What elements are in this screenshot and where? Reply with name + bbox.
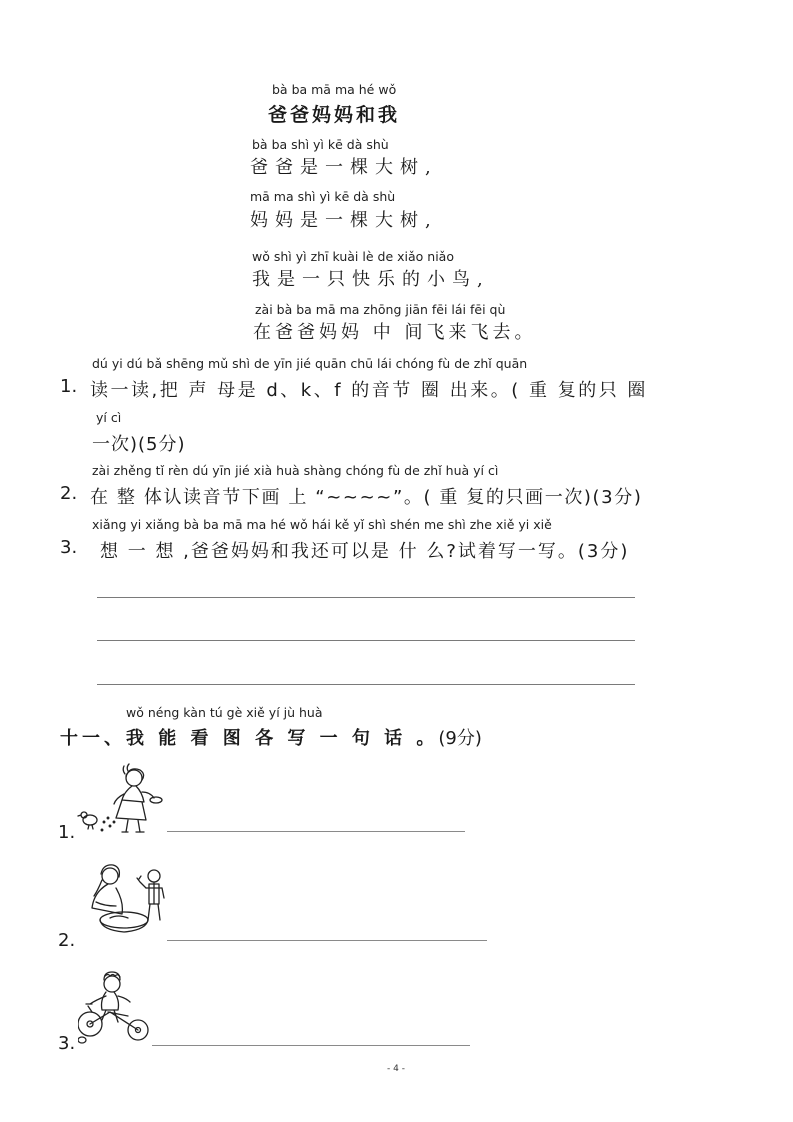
answer-line[interactable] bbox=[97, 597, 635, 598]
section-number: 十一、 bbox=[60, 728, 126, 749]
poem-line-pinyin: wǒ shì yì zhī kuài lè de xiǎo niǎo bbox=[252, 249, 454, 264]
page-number: - 4 - bbox=[387, 1064, 405, 1074]
picture-answer-line[interactable] bbox=[167, 940, 487, 941]
question-text: 在 整 体认读音节下画 上 “~~~~”。( 重 复的只画一次)(3分) bbox=[90, 487, 643, 508]
question-number: 1. bbox=[60, 376, 78, 397]
question-pinyin: yí cì bbox=[96, 410, 122, 425]
question-text: 读一读,把 声 母是 d、k、f 的音节 圈 出来。( 重 复的只 圈 bbox=[90, 380, 648, 401]
question-pinyin: xiǎng yi xiǎng bà ba mā ma hé wǒ hái kě yǐ shì shén me shì zhe xiě yi xiě bbox=[92, 517, 552, 532]
girl-feeding-chicks-icon bbox=[76, 760, 172, 840]
question-text: 想 一 想 ,爸爸妈妈和我还可以是 什 么?试着写一写。(3分) bbox=[100, 541, 630, 562]
mother-washing-with-child-icon bbox=[74, 862, 170, 940]
picture-answer-line[interactable] bbox=[167, 831, 465, 832]
poem-line: 妈妈是一棵大树, bbox=[250, 210, 438, 231]
question-pinyin: dú yi dú bǎ shēng mǔ shì de yīn jié quān chū lái chóng fù de zhǐ quān bbox=[92, 356, 528, 371]
answer-line[interactable] bbox=[97, 684, 635, 685]
child-on-tricycle-icon bbox=[78, 968, 158, 1050]
question-number: 3. bbox=[60, 537, 78, 558]
section-heading bbox=[60, 724, 482, 750]
poem-line: 我是一只快乐的小鸟, bbox=[252, 269, 490, 290]
section-title: 我 能 看 图 各 写 一 句 话 。 bbox=[126, 728, 439, 749]
picture-item-number: 1. bbox=[58, 822, 76, 843]
poem-title-pinyin: bà ba mā ma hé wǒ bbox=[272, 82, 397, 97]
question-pinyin: zài zhěng tǐ rèn dú yīn jié xià huà shàng chóng fù de zhǐ huà yí cì bbox=[92, 463, 499, 478]
question-number: 2. bbox=[60, 483, 78, 504]
picture-item-number: 2. bbox=[58, 930, 76, 951]
poem-line: 在爸爸妈妈 中 间飞来飞去。 bbox=[253, 322, 537, 343]
poem-line-pinyin: zài bà ba mā ma zhōng jiān fēi lái fēi qù bbox=[255, 302, 506, 317]
poem-title: 爸爸妈妈和我 bbox=[268, 104, 401, 126]
question-text: 一次)(5分) bbox=[92, 434, 186, 455]
poem-line-pinyin: bà ba shì yì kē dà shù bbox=[252, 137, 389, 152]
poem-line-pinyin: mā ma shì yì kē dà shù bbox=[250, 189, 396, 204]
answer-line[interactable] bbox=[97, 640, 635, 641]
poem-line: 爸爸是一棵大树, bbox=[250, 157, 438, 178]
section-score: (9分) bbox=[438, 728, 482, 749]
picture-item-number: 3. bbox=[58, 1033, 76, 1054]
section-pinyin: wǒ néng kàn tú gè xiě yí jù huà bbox=[126, 705, 323, 720]
picture-answer-line[interactable] bbox=[152, 1045, 470, 1046]
